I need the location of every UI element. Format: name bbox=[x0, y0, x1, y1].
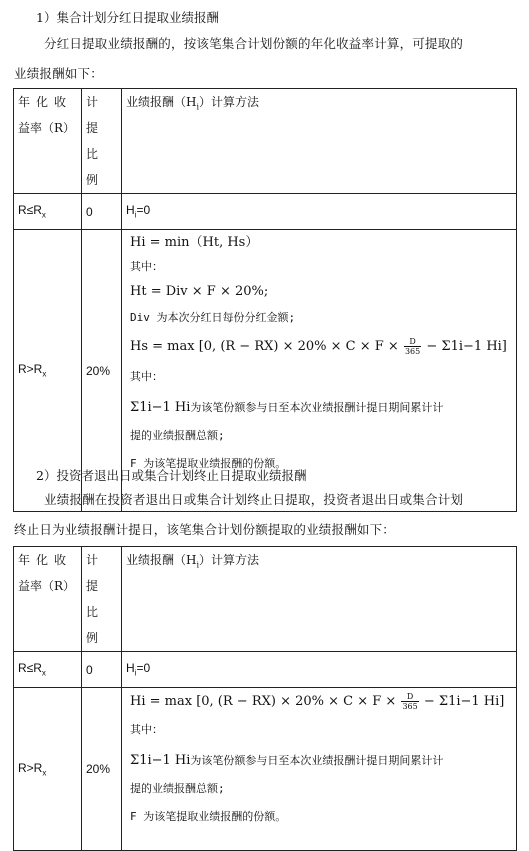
method-sub: i bbox=[134, 668, 137, 678]
cond-text: R≤R bbox=[18, 203, 42, 218]
table-row bbox=[14, 688, 517, 851]
section1-para-line1: 分红日提取业绩报酬的，按该笔集合计划份额的年化收益率计算，可提取的 bbox=[44, 36, 464, 51]
header-method-sub: i bbox=[196, 102, 200, 112]
where-label: 其中： bbox=[130, 260, 163, 273]
method-cell bbox=[122, 688, 517, 851]
table-row bbox=[14, 194, 517, 230]
section1-table bbox=[13, 88, 517, 512]
method-text: H bbox=[126, 203, 135, 218]
table-row bbox=[14, 652, 517, 688]
header-rate bbox=[14, 89, 82, 194]
header-ratio bbox=[82, 547, 122, 652]
section2-heading: 2）投资者退出日或集合计划终止日提取业绩报酬 bbox=[36, 468, 307, 483]
formula-hi-post: − Σ1i−1 Hi] bbox=[423, 694, 505, 709]
f-note: F 为该笔提取业绩报酬的份额。 bbox=[130, 457, 287, 470]
fraction-num: D bbox=[404, 337, 421, 347]
method-text: H bbox=[126, 661, 135, 676]
method-sub: i bbox=[134, 210, 137, 220]
header-rate-line2: 益率（R） bbox=[18, 121, 76, 135]
section1-paragraph bbox=[14, 29, 519, 89]
formula-hs bbox=[130, 337, 516, 356]
header-method-label: 业绩报酬（H bbox=[126, 95, 197, 109]
header-method-tail: ）计算方法 bbox=[199, 95, 260, 109]
method-tail: =0 bbox=[136, 661, 151, 676]
header-ratio-line1: 计提 bbox=[86, 95, 105, 135]
formula-ht: Ht = Div × F × 20%; bbox=[130, 284, 269, 299]
fraction-num: D bbox=[401, 692, 418, 702]
section2-table bbox=[13, 546, 517, 851]
fraction-den: 365 bbox=[404, 347, 421, 356]
sum-symbol: Σ1i−1 Hi bbox=[130, 753, 191, 768]
cond-text: R≤R bbox=[18, 661, 42, 676]
method-cell bbox=[122, 652, 517, 688]
section2-paragraph bbox=[14, 485, 519, 545]
div-note: Div 为本次分红日每份分红金额; bbox=[130, 311, 296, 324]
header-rate bbox=[14, 547, 82, 652]
formula-hs-post: − Σ1i−1 Hi] bbox=[426, 339, 507, 354]
cond-sub: x bbox=[42, 369, 47, 379]
header-ratio bbox=[82, 89, 122, 194]
section2-para-line2: 终止日为业绩报酬计提日，该笔集合计划份额提取的业绩报酬如下： bbox=[14, 522, 396, 537]
formula-hi-pre: Hi = max [0, (R − RX) × 20% × C × F × bbox=[130, 694, 397, 709]
sum-note-line1: 为该笔份额参与日至本次业绩报酬计提日期间累计计 bbox=[190, 401, 444, 414]
fraction-den: 365 bbox=[402, 702, 418, 711]
table-header-row bbox=[14, 89, 517, 194]
formula-hi-min: Hi = min（Ht, Hs） bbox=[130, 235, 259, 250]
header-method-sub: i bbox=[196, 560, 200, 570]
f-note: F 为该笔提取业绩报酬的份额。 bbox=[130, 810, 287, 823]
section1-heading: 1）集合计划分红日提取业绩报酬 bbox=[36, 10, 219, 25]
header-method bbox=[122, 89, 517, 194]
sum-note bbox=[130, 398, 516, 417]
header-ratio-line2: 比例 bbox=[86, 605, 105, 645]
header-rate-line1: 年化收 bbox=[18, 553, 73, 567]
header-method bbox=[122, 547, 517, 652]
ratio-cell: 0 bbox=[82, 652, 122, 688]
fraction bbox=[401, 692, 418, 711]
header-rate-line2: 益率（R） bbox=[18, 579, 76, 593]
method-cell bbox=[122, 194, 517, 230]
header-ratio-line2: 比例 bbox=[86, 147, 105, 187]
where-label: 其中： bbox=[130, 370, 163, 383]
formula-hi-max bbox=[130, 692, 516, 711]
cond-cell bbox=[14, 652, 82, 688]
section1-para-line2: 业绩报酬如下： bbox=[14, 66, 103, 81]
header-method-label: 业绩报酬（H bbox=[126, 553, 197, 567]
cond-text: R>R bbox=[18, 362, 43, 377]
cond-cell bbox=[14, 688, 82, 851]
section2-para-line1: 业绩报酬在投资者退出日或集合计划终止日提取，投资者退出日或集合计划 bbox=[44, 492, 464, 507]
cond-sub: x bbox=[41, 210, 46, 220]
ratio-cell: 20% bbox=[82, 688, 122, 851]
header-method-tail: ）计算方法 bbox=[199, 553, 260, 567]
sum-symbol: Σ1i−1 Hi bbox=[130, 400, 191, 415]
method-tail: =0 bbox=[136, 203, 151, 218]
where-label: 其中： bbox=[130, 723, 163, 736]
table-header-row bbox=[14, 547, 517, 652]
formula-hs-pre: Hs = max [0, (R − RX) × 20% × C × F × bbox=[130, 339, 399, 354]
cond-sub: x bbox=[41, 668, 46, 678]
ratio-cell: 0 bbox=[82, 194, 122, 230]
header-ratio-line1: 计提 bbox=[86, 553, 105, 593]
sum-note-line2: 提的业绩报酬总额; bbox=[130, 429, 225, 442]
cond-cell bbox=[14, 194, 82, 230]
fraction bbox=[404, 337, 421, 356]
ratio-cell: 20% bbox=[82, 230, 122, 512]
header-rate-line1: 年化收 bbox=[18, 95, 73, 109]
sum-note bbox=[130, 751, 516, 770]
sum-note-line2: 提的业绩报酬总额; bbox=[130, 782, 225, 795]
cond-text: R>R bbox=[18, 760, 43, 775]
sum-note-line1: 为该笔份额参与日至本次业绩报酬计提日期间累计计 bbox=[190, 754, 444, 767]
cond-sub: x bbox=[42, 768, 47, 778]
